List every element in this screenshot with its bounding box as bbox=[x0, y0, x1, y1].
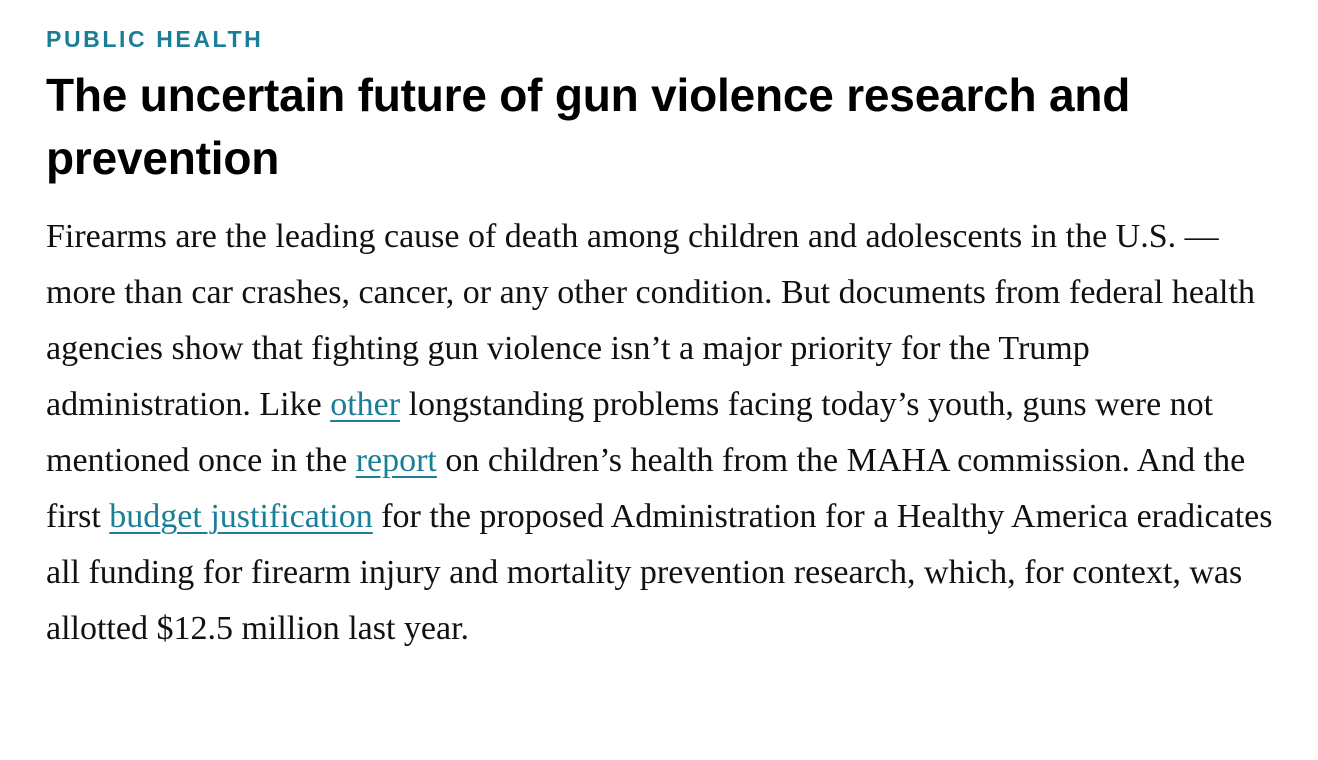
body-text: Firearms are the leading cause of death among children and adolescents in the U.S. — more than car crashes, cancer, or any other condition. But documents from federal health agencies show that fighting gun violence isn’t a major priority for the Trump administration. Like bbox=[46, 218, 1255, 423]
body-text: longstanding problems facing today’s youth, guns were not mentioned once in the bbox=[46, 386, 1214, 479]
other-link[interactable]: other bbox=[330, 386, 401, 423]
body-text: for the proposed Administration for a Healthy America eradicates all funding for firearm injury and mortality prevention research, which, for context, was allotted $12.5 million last year. bbox=[46, 498, 1273, 647]
budget-justification-link[interactable]: budget justification bbox=[109, 498, 373, 535]
headline[interactable]: The uncertain future of gun violence research and prevention bbox=[46, 69, 1131, 184]
article-body bbox=[46, 209, 1296, 657]
article bbox=[46, 24, 1296, 657]
section-label[interactable]: PUBLIC HEALTH bbox=[46, 26, 264, 52]
report-link[interactable]: report bbox=[355, 442, 437, 479]
body-text: on children’s health from the MAHA commission. And the first bbox=[46, 442, 1246, 535]
